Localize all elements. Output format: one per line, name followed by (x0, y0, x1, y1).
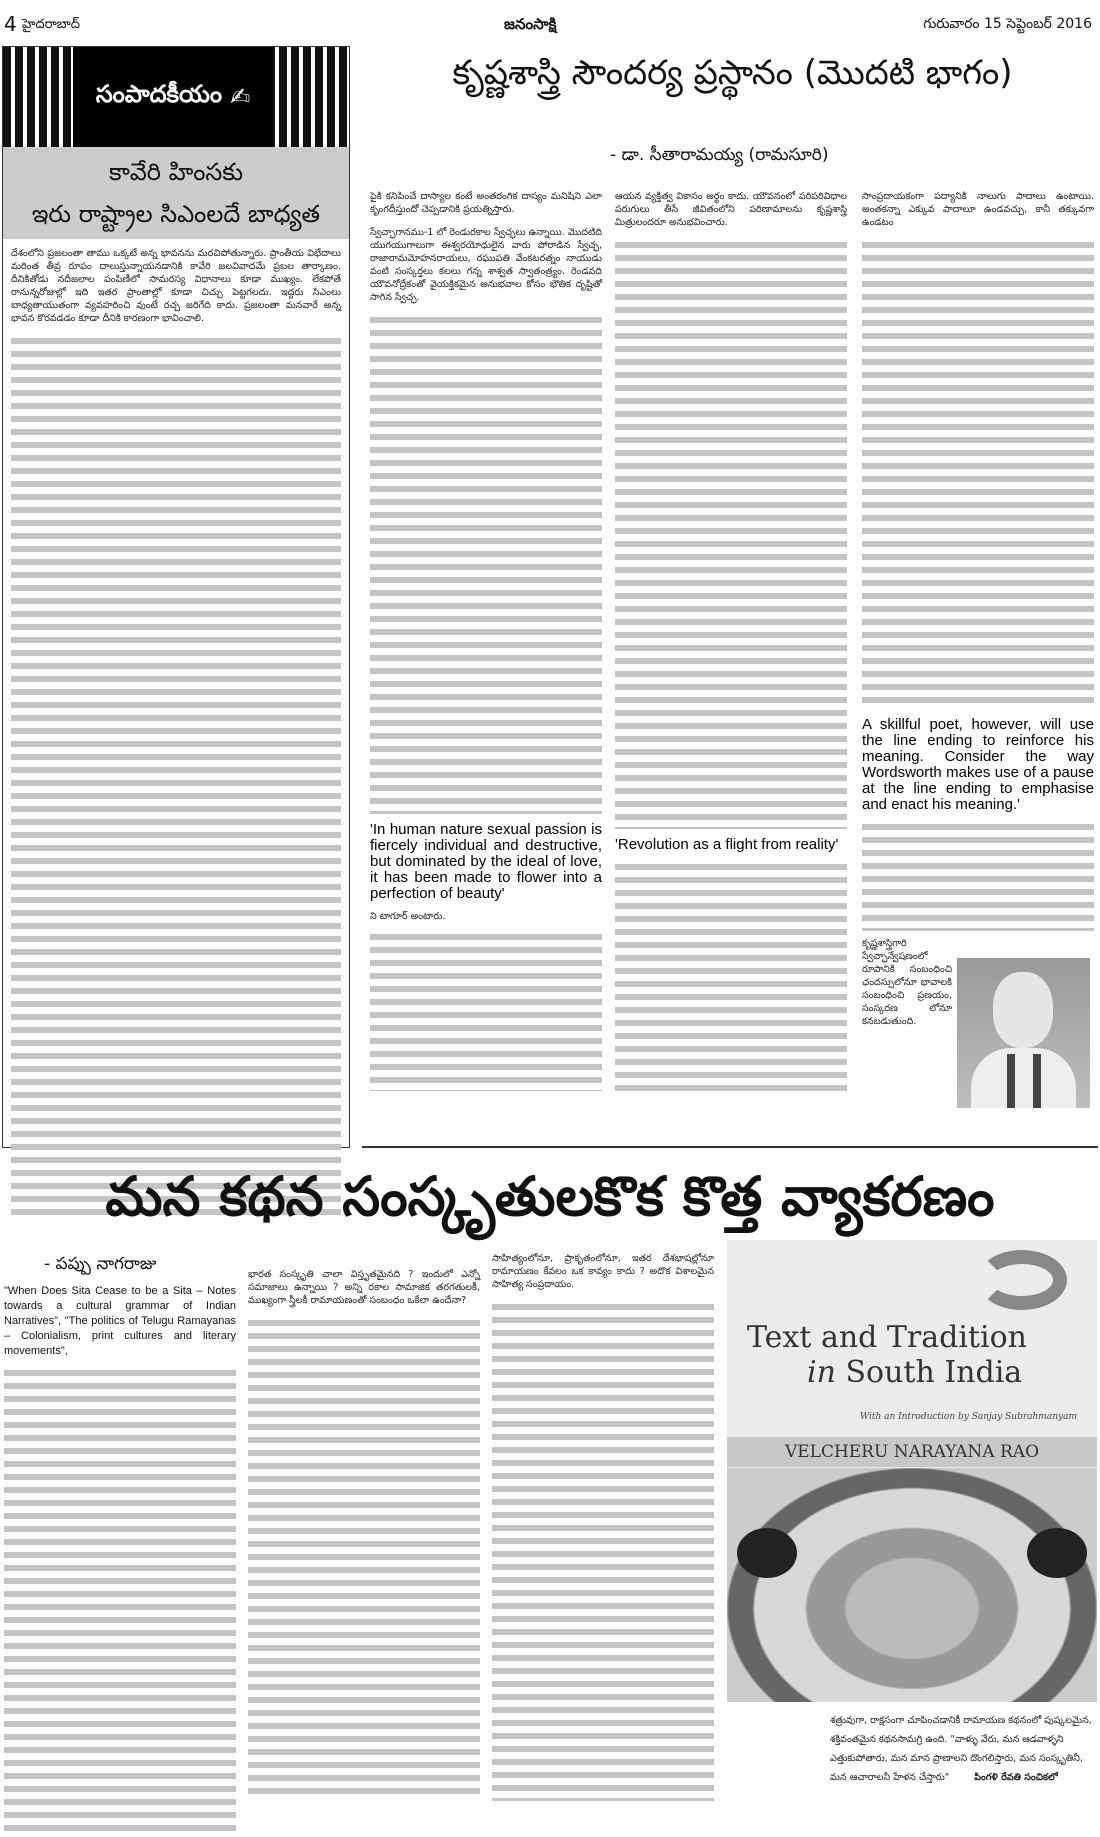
article-title: మన కథన సంస్కృతులకొక కొత్త వ్యాకరణం (105, 1165, 995, 1228)
goddess-painting (727, 1468, 1097, 1702)
book-cover-image (727, 1240, 1097, 1702)
page-header (4, 12, 1096, 40)
text-lines (492, 1301, 714, 1801)
pull-quote: 'Revolution as a flight from reality' (615, 836, 839, 853)
article-column-1: పైకి కనిపించే దాస్యాల కంటే అంతరంగిక దాస్యం మనిషిని ఎలా కృంగదీస్తుందో చెప్పడానికి ప్రయత్నిస్తారు. స్వేచ్ఛాగానము-1 లో రెండురకాల స్వేచ్ఛలు ఉన్నాయి. మొదటిది యుగయుగాలుగా ఈశ్వరయోధులైన వారు పోరాడిన స్వేచ్ఛ, రాజారామమోహనరాయలు, రఘుపతి వేంకటరత్నం నాయుడు వంటి సంస్కర్తలు కలలు గన్న శాశ్వత స్వాతంత్ర్యం. రెండవది యౌవనోద్రేకంతో వైయక్తికమైన అనుభవాల కోసం భౌతిక దృష్టితో సాగిన స్వేచ్ఛ. 'In human nature sexual passion is fiercely individual and destructive, but dominated by the ideal of love, it has been made to flower into a perfection of beauty' ని టాగూర్ అంటారు. (370, 190, 602, 1140)
author-photo (957, 958, 1090, 1108)
article-title: కృష్ణశాస్త్రి సౌందర్య ప్రస్థానం (మొదటి భాగం) (452, 53, 1013, 93)
article-column-2: ఆయన వ్యక్తిత్వ వికాసం అర్థం కాదు. యౌవనంలో పరిపరివిధాల పరుగులు తీసే జీవితంలోని పరిణామాలను కృష్ణశాస్త్రి మిత్రులందరూ అనుభవించారు. 'Revolution as a flight from reality' (615, 190, 847, 1140)
book-author: VELCHERU NARAYANA RAO (727, 1437, 1097, 1467)
article-column-3: సాహిత్యంలోనూ, ప్రాకృతంలోనూ, ఇతర దేశభాషల్లోనూ రామాయణం కేవలం ఒక కావ్యం కాదు ? అదొక విశాలమైన సాహిత్య సంప్రదాయం. (492, 1252, 714, 1828)
text-lines (370, 314, 602, 814)
editorial-label: సంపాదకీయం ✍ (73, 47, 273, 147)
book-intro: With an Introduction by Sanjay Subrahmanyam (859, 1412, 1077, 1422)
editorial-headline: కావేరి హింసకు ఇరు రాష్ట్రాల సిఎంలదే బాధ్యత (3, 147, 349, 239)
editorial-banner (3, 47, 349, 147)
pen-icon: ✍ (230, 83, 251, 111)
text-lines (615, 239, 847, 829)
editorial-body: దేశంలోని ప్రజలంతా తాము ఒక్కటే అన్న భావనను మరచిపోతున్నారు. ప్రాంతీయ విభేదాలు మరింత తీవ్ర రూపం దాలుస్తున్నాయనడానికి కావేరి జలవివాదమే ప్రబల తార్కాణం. దీనికితోడు నదీజలాల పంపిణీలో సామరస్య విధానాలు కూడా ముఖ్యం. లేకపోతే రానున్నరోజుల్లో ఇది ఇతర ప్రాంతాల్లో కూడా చిచ్చు పెట్టగలదు. ఇద్దరు సిఎంలు బాధ్యతాయుతంగా వ్యవహరించి వుంటే రచ్చ జరిగేది కాదు. ప్రజలంతా మనవారే అన్న భావన కొరవడడం కూడా దీనికి కారణంగా భావించాలి. (11, 248, 341, 324)
text-lines (370, 931, 602, 1091)
article-column-3: సాంప్రదాయకంగా పద్యానికి నాలుగు పాదాలు ఉంటాయి. అంతకన్నా ఎక్కువ పాదాలూ ఉండవచ్చు, కానీ తక్కువగా ఉండటం A skillful poet, however, will use the line ending to reinforce his meaning. Consider the way Wordsworth makes use of a pause at the line ending to emphasise and enact his meaning.' కృష్ణశాస్త్రిగారి స్వేచ్ఛాన్వేషణంలో రూపానికి సంబంధించి ఛందస్సులోనూ భావాలకి సంబంధించి ప్రణయం, సంస్కరణ లోనూ కనబడుతుంది. (862, 191, 1094, 1027)
pull-quote: A skillful poet, however, will use the line ending to reinforce his meaning. Consider the way Wordsworth makes use of a pause at the line ending to emphasise and enact his meaning.' (862, 716, 1094, 813)
page-number: 4 (4, 12, 17, 36)
image-caption: శత్రువుగా, రాక్షసంగా చూపించడానికీ రామాయణ కథనంలో పుష్కలమైన, శక్తివంతమైన కథనసామగ్రి ఉంది. "వాళ్ళు వేరు, మన ఆడవాళ్ళని ఎత్తుకుపోతారు, మన మాన ప్రాణాలని దొంగలిస్తారు, మన సంస్కృతినీ, మన ఆచారాలనీ హేళన చేస్తారు" పింగళి రేవతి సంచికలో (830, 1715, 1092, 1783)
book-titles: "When Does Sita Cease to be a Sita – Notes towards a cultural grammar of Indian Narratives", "The politics of Telugu Ramayanas – Colonialism, print cultures and literary movements", (4, 1285, 236, 1357)
article-column-1 (4, 1248, 236, 1828)
article-column-2: భారత సంస్కృతి చాలా విస్తృతమైనది ? ఇందులో ఎన్నో సమాజాలు ఉన్నాయి ? అన్ని రకాల సామాజిక తరగతులకీ, ముఖ్యంగా స్త్రీలకీ రామాయణంతో సంబంధం ఒకేలా ఉందేనా? (248, 1268, 480, 1828)
text-lines (11, 335, 341, 1215)
text-lines (4, 1367, 236, 1837)
date-label: గురువారం 15 సెప్టెంబర్ 2016 (923, 16, 1092, 32)
pull-quote: 'In human nature sexual passion is fiercely individual and destructive, but dominated by the ideal of love, it has been made to flower into a perfection of beauty' (370, 821, 602, 902)
city-label: హైదరాబాద్ (22, 17, 80, 32)
text-lines (862, 239, 1094, 709)
book-title: Text and Tradition in South India (747, 1320, 1027, 1390)
article-byline: - డా. సీతారామయ్య (రామసూరి) (610, 145, 829, 165)
source-credit: పింగళి రేవతి సంచికలో (974, 1772, 1058, 1783)
text-lines (862, 821, 1094, 931)
editorial-box (2, 46, 350, 1148)
text-lines (615, 861, 847, 1091)
article-byline: - పప్పు నాగరాజు (44, 1254, 157, 1274)
text-lines (248, 1317, 480, 1797)
divider (362, 1146, 1098, 1148)
newspaper-logo: జనంసాక్షి (504, 15, 557, 33)
